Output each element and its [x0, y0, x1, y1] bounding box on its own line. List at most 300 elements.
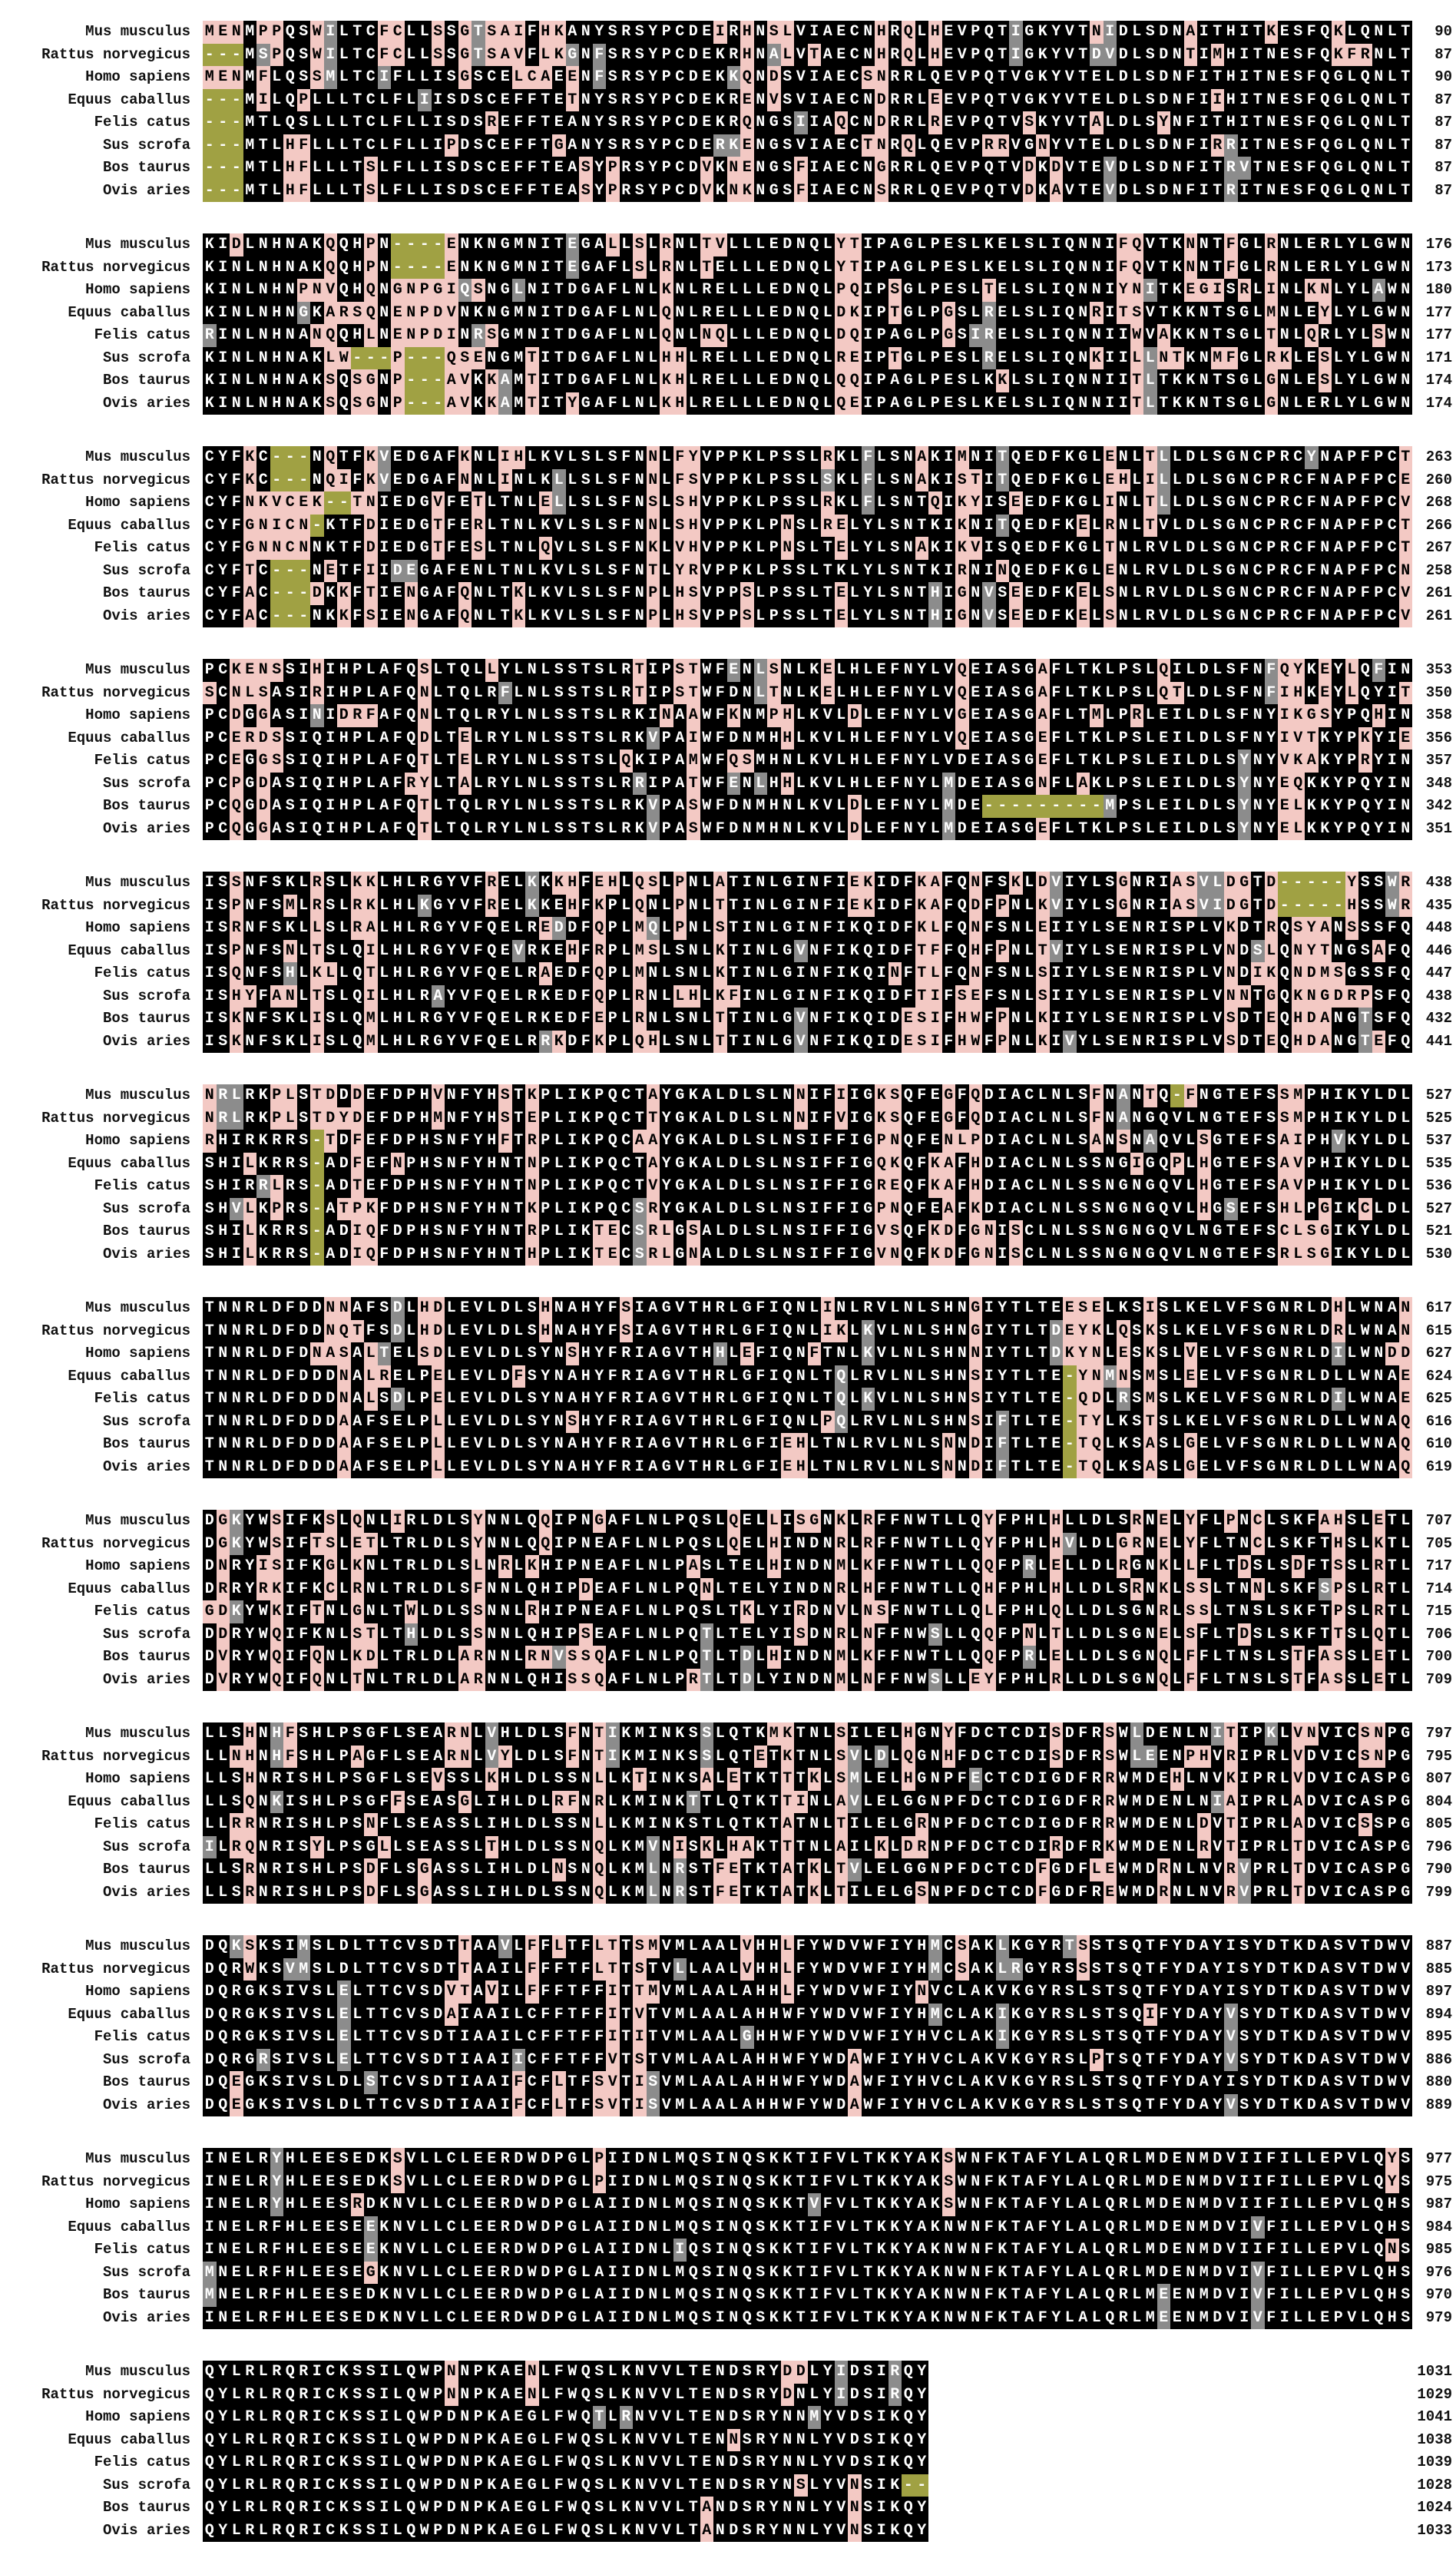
residue-cell: N — [243, 872, 257, 895]
residue-cell: E — [713, 256, 727, 280]
residue-cell: T — [445, 795, 458, 818]
residue-cell: P — [660, 21, 673, 44]
residue-cell: L — [270, 134, 284, 157]
residue-cell: L — [566, 537, 580, 560]
residue-cell: L — [660, 917, 673, 940]
residue-cell: Q — [955, 917, 969, 940]
residue-cell: L — [767, 1153, 781, 1176]
residue-cell: D — [727, 1084, 741, 1107]
residue-cell: I — [1170, 727, 1184, 750]
residue-cell: L — [767, 985, 781, 1008]
residue-cell: T — [700, 256, 714, 280]
residue-cell: F — [378, 1084, 392, 1107]
residue-cell: D — [458, 157, 472, 180]
residue-cell: I — [1385, 818, 1399, 841]
residue-cell: G — [781, 1031, 795, 1054]
residue-cell: A — [996, 659, 1010, 682]
residue-cell: Y — [1265, 727, 1279, 750]
residue-cell: I — [982, 1297, 996, 1320]
residue-cell: E — [835, 21, 849, 44]
residue-cell: L — [713, 1130, 727, 1153]
residue-cell: S — [324, 369, 338, 392]
residue-cell: S — [996, 985, 1010, 1008]
residue-cell: F — [391, 180, 405, 203]
residue-cell: S — [566, 773, 580, 796]
residue-cell: Y — [498, 727, 512, 750]
residue-cell: S — [1130, 302, 1144, 325]
residue-cell: S — [1009, 727, 1023, 750]
residue-cell: S — [606, 89, 620, 112]
residue-cell: E — [821, 659, 835, 682]
residue-cell: F — [472, 985, 485, 1008]
residue-cell: S — [297, 44, 311, 67]
residue-cell: T — [1009, 1365, 1023, 1388]
residue-cell: S — [996, 582, 1010, 605]
residue-cell: L — [297, 917, 311, 940]
residue-cell: S — [1345, 917, 1359, 940]
residue-count: 174 — [1425, 394, 1452, 412]
residue-cell: Q — [955, 727, 969, 750]
residue-cell: K — [1184, 392, 1198, 415]
residue-cell: G — [862, 1107, 875, 1130]
residue-cell: N — [283, 392, 297, 415]
residue-cell: K — [310, 256, 324, 280]
residue-cell: S — [781, 582, 795, 605]
residue-cell: I — [835, 962, 849, 985]
residue-cell: - — [203, 134, 217, 157]
residue-cell: R — [283, 1243, 297, 1266]
residue-cell: D — [727, 1153, 741, 1176]
residue-cell: A — [673, 773, 687, 796]
residue-cell: F — [606, 1297, 620, 1320]
residue-cell: Y — [660, 1107, 673, 1130]
residue-cell: N — [525, 773, 539, 796]
residue-cell: L — [1184, 704, 1198, 727]
residue-cell: H — [485, 1198, 499, 1221]
residue-cell: N — [1278, 1388, 1292, 1411]
residue-cell: I — [1063, 872, 1077, 895]
residue-cell: S — [324, 392, 338, 415]
residue-cell: E — [324, 560, 338, 583]
residue-cell: N — [512, 469, 526, 492]
residue-cell: N — [485, 256, 499, 280]
residue-cell: F — [713, 795, 727, 818]
residue-cell: L — [821, 279, 835, 302]
residue-cell: D — [391, 1130, 405, 1153]
residue-cell: L — [1211, 872, 1225, 895]
residue-cell: L — [862, 773, 875, 796]
residue-cell: L — [1184, 727, 1198, 750]
residue-cell: E — [1009, 491, 1023, 515]
residue-cell: N — [1050, 1084, 1064, 1107]
residue-cell: D — [687, 89, 700, 112]
residue-cell: Y — [445, 895, 458, 918]
residue-cell: S — [754, 1153, 768, 1176]
residue-cell: C — [256, 446, 270, 469]
residue-cell: S — [647, 491, 660, 515]
residue-cell: I — [740, 895, 754, 918]
residue-cell: E — [1305, 302, 1319, 325]
residue-cell: G — [1077, 469, 1090, 492]
residue-cell: Q — [606, 1084, 620, 1107]
residue-cell: Q — [283, 44, 297, 67]
residue-cell: T — [1211, 324, 1225, 347]
residue-cell: F — [821, 1243, 835, 1266]
residue-cell: S — [1372, 917, 1386, 940]
residue-cell: A — [445, 392, 458, 415]
residue-count: 266 — [1425, 516, 1452, 534]
residue-cell: S — [888, 582, 902, 605]
residue-cell: A — [647, 1153, 660, 1176]
residue-cell: S — [1358, 940, 1372, 963]
residue-cell: T — [512, 1220, 526, 1243]
residue-cell: F — [1050, 659, 1064, 682]
residue-cell: C — [217, 682, 230, 705]
residue-cell: N — [781, 1175, 795, 1198]
residue-cell: N — [1036, 773, 1050, 796]
residue-cell: N — [794, 369, 808, 392]
residue-cell: P — [996, 895, 1010, 918]
residue-cell: I — [324, 818, 338, 841]
residue-cell: P — [969, 44, 983, 67]
sequence-row — [203, 582, 1412, 605]
residue-cell: T — [1399, 89, 1413, 112]
sequence-row — [203, 659, 1412, 682]
residue-cell: C — [485, 180, 499, 203]
residue-cell: - — [283, 605, 297, 628]
residue-cell: G — [969, 1297, 983, 1320]
residue-cell: T — [1251, 66, 1265, 89]
residue-cell: S — [606, 605, 620, 628]
residue-cell: L — [620, 985, 634, 1008]
residue-cell: A — [566, 180, 580, 203]
residue-cell: H — [1292, 1008, 1305, 1031]
residue-cell: S — [1009, 682, 1023, 705]
residue-cell: M — [364, 1008, 378, 1031]
residue-cell: L — [337, 895, 351, 918]
residue-cell: G — [781, 940, 795, 963]
residue-cell: G — [1117, 895, 1130, 918]
residue-cell: T — [633, 659, 647, 682]
residue-cell: I — [1211, 895, 1225, 918]
residue-cell: L — [700, 1008, 714, 1031]
residue-cell: I — [875, 962, 888, 985]
residue-cell: S — [1292, 180, 1305, 203]
residue-cell: T — [848, 256, 862, 280]
residue-cell: K — [928, 1153, 942, 1176]
residue-cell: K — [1345, 1107, 1359, 1130]
residue-cell: F — [821, 1130, 835, 1153]
residue-cell: I — [1332, 1198, 1345, 1221]
residue-cell: H — [391, 872, 405, 895]
residue-cell: L — [928, 795, 942, 818]
residue-cell: I — [875, 940, 888, 963]
residue-cell: R — [310, 895, 324, 918]
residue-cell: K — [1090, 1320, 1104, 1343]
residue-count: 527 — [1425, 1087, 1452, 1104]
residue-cell: L — [445, 1365, 458, 1388]
residue-cell: L — [405, 111, 419, 134]
residue-cell: V — [1224, 1297, 1238, 1320]
residue-cell: D — [1238, 940, 1252, 963]
residue-cell: S — [1224, 1008, 1238, 1031]
residue-cell: A — [270, 773, 284, 796]
residue-cell: K — [1292, 750, 1305, 773]
residue-cell: N — [1278, 233, 1292, 256]
residue-cell: L — [915, 89, 929, 112]
residue-cell: S — [1358, 872, 1372, 895]
residue-cell: N — [687, 917, 700, 940]
residue-cell: A — [593, 347, 607, 370]
residue-cell: L — [432, 727, 445, 750]
residue-cell: L — [620, 347, 634, 370]
residue-cell: - — [270, 469, 284, 492]
residue-cell: F — [1238, 1388, 1252, 1411]
residue-cell: N — [230, 324, 243, 347]
residue-cell: Y — [1345, 324, 1359, 347]
residue-cell: N — [633, 279, 647, 302]
residue-cell: V — [1063, 44, 1077, 67]
residue-cell: N — [902, 1342, 915, 1365]
residue-count: 263 — [1425, 448, 1452, 465]
residue-cell: S — [378, 1388, 392, 1411]
residue-cell: K — [713, 940, 727, 963]
residue-cell: R — [862, 1297, 875, 1320]
residue-cell: N — [283, 347, 297, 370]
residue-cell: G — [1023, 818, 1037, 841]
residue-cell: G — [1211, 1198, 1225, 1221]
residue-cell: Q — [808, 392, 822, 415]
residue-cell: I — [1238, 44, 1252, 67]
residue-cell: Q — [1305, 324, 1319, 347]
residue-cell: H — [418, 1084, 432, 1107]
residue-cell: Q — [982, 89, 996, 112]
residue-cell: P — [969, 157, 983, 180]
residue-cell: E — [835, 134, 849, 157]
residue-cell: N — [405, 324, 419, 347]
residue-cell: G — [1224, 537, 1238, 560]
residue-cell: F — [256, 66, 270, 89]
residue-cell: H — [767, 727, 781, 750]
residue-cell: E — [835, 180, 849, 203]
residue-cell: I — [1332, 1220, 1345, 1243]
residue-cell: K — [1278, 347, 1292, 370]
residue-cell: I — [1063, 1008, 1077, 1031]
residue-cell: E — [432, 1388, 445, 1411]
residue-cell: T — [1399, 180, 1413, 203]
residue-cell: F — [1238, 1365, 1252, 1388]
residue-cell: N — [902, 659, 915, 682]
residue-cell: I — [996, 1220, 1010, 1243]
residue-cell: - — [270, 582, 284, 605]
residue-cell: K — [230, 1031, 243, 1054]
residue-cell: Q — [324, 469, 338, 492]
residue-cell: V — [1170, 1243, 1184, 1266]
residue-cell: S — [915, 1031, 929, 1054]
residue-cell: A — [633, 1130, 647, 1153]
residue-cell: L — [1372, 1153, 1386, 1176]
residue-cell: M — [942, 818, 956, 841]
residue-cell: Y — [445, 1031, 458, 1054]
residue-cell: L — [445, 1297, 458, 1320]
residue-cell: H — [1224, 66, 1238, 89]
residue-cell: K — [633, 750, 647, 773]
residue-cell: F — [378, 1107, 392, 1130]
residue-cell: S — [1130, 1320, 1144, 1343]
residue-cell: R — [620, 818, 634, 841]
residue-cell: F — [1358, 515, 1372, 538]
residue-cell: L — [1211, 1297, 1225, 1320]
residue-cell: C — [1385, 446, 1399, 469]
residue-cell: I — [1063, 962, 1077, 985]
residue-cell: Y — [647, 157, 660, 180]
residue-cell: T — [203, 1297, 217, 1320]
residue-cell: S — [1090, 1153, 1104, 1176]
residue-cell: - — [391, 233, 405, 256]
residue-cell: H — [539, 1320, 553, 1343]
residue-cell: N — [1117, 560, 1130, 583]
residue-cell: F — [525, 180, 539, 203]
residue-cell: A — [915, 446, 929, 469]
residue-cell: P — [1265, 537, 1279, 560]
residue-cell: Q — [1117, 1320, 1130, 1343]
residue-cell: G — [781, 872, 795, 895]
residue-cell: I — [996, 1084, 1010, 1107]
residue-cell: P — [256, 21, 270, 44]
residue-cell: N — [1399, 302, 1413, 325]
residue-cell: P — [1170, 1153, 1184, 1176]
residue-cell: G — [1372, 369, 1386, 392]
residue-cell: G — [1117, 1220, 1130, 1243]
residue-cell: T — [1157, 369, 1171, 392]
residue-cell: Q — [324, 233, 338, 256]
residue-cell: V — [1197, 895, 1211, 918]
residue-cell: R — [485, 704, 499, 727]
residue-cell: M — [364, 1031, 378, 1054]
residue-cell: S — [270, 962, 284, 985]
residue-cell: N — [1130, 917, 1144, 940]
residue-cell: Q — [1358, 773, 1372, 796]
residue-cell: D — [566, 985, 580, 1008]
residue-cell: S — [633, 134, 647, 157]
residue-cell: G — [1332, 180, 1345, 203]
residue-cell: K — [1170, 256, 1184, 280]
residue-cell: L — [1292, 369, 1305, 392]
residue-cell: S — [324, 917, 338, 940]
residue-cell: R — [888, 134, 902, 157]
residue-cell: L — [512, 1388, 526, 1411]
residue-cell: E — [969, 659, 983, 682]
residue-cell: Q — [405, 659, 419, 682]
residue-cell: T — [539, 157, 553, 180]
residue-cell: H — [781, 704, 795, 727]
residue-cell: E — [969, 704, 983, 727]
residue-cell: L — [1036, 1130, 1050, 1153]
residue-cell: I — [297, 682, 311, 705]
residue-cell: V — [821, 727, 835, 750]
residue-cell: N — [754, 985, 768, 1008]
residue-cell: K — [539, 895, 553, 918]
residue-cell: Y — [915, 773, 929, 796]
residue-cell: L — [660, 940, 673, 963]
residue-cell: H — [1372, 704, 1386, 727]
residue-cell: F — [713, 750, 727, 773]
residue-cell: H — [1197, 1153, 1211, 1176]
residue-cell: V — [875, 1243, 888, 1266]
residue-cell: P — [593, 1107, 607, 1130]
residue-cell: S — [378, 1320, 392, 1343]
residue-cell: D — [256, 773, 270, 796]
residue-cell: G — [1345, 1031, 1359, 1054]
residue-cell: S — [593, 750, 607, 773]
residue-cell: E — [700, 89, 714, 112]
residue-cell: G — [1077, 446, 1090, 469]
residue-cell: - — [982, 795, 996, 818]
residue-cell: P — [1265, 469, 1279, 492]
residue-cell: S — [781, 111, 795, 134]
sequence-row — [203, 1008, 1412, 1031]
residue-cell: G — [1265, 985, 1279, 1008]
residue-cell: A — [647, 1342, 660, 1365]
alignment-block-7 — [0, 1297, 1456, 1478]
residue-cell: N — [256, 233, 270, 256]
residue-cell: L — [1292, 795, 1305, 818]
residue-cell: V — [1157, 515, 1171, 538]
residue-cell: L — [310, 134, 324, 157]
residue-cell: K — [472, 233, 485, 256]
residue-cell: I — [942, 446, 956, 469]
residue-cell: E — [835, 582, 849, 605]
residue-cell: D — [888, 985, 902, 1008]
residue-cell: N — [1224, 962, 1238, 985]
residue-cell: L — [835, 727, 849, 750]
residue-cell: K — [740, 560, 754, 583]
residue-cell: F — [821, 1031, 835, 1054]
residue-cell: K — [1036, 89, 1050, 112]
sequence-row — [203, 1388, 1412, 1411]
residue-cell: I — [996, 1243, 1010, 1266]
species-label: Equus caballus — [68, 303, 190, 321]
residue-cell: F — [458, 1220, 472, 1243]
residue-cell: S — [525, 1342, 539, 1365]
residue-cell: F — [351, 537, 365, 560]
residue-cell: R — [1332, 1320, 1345, 1343]
residue-cell: S — [351, 302, 365, 325]
residue-cell: Q — [848, 369, 862, 392]
residue-cell: K — [1184, 1388, 1198, 1411]
residue-cell: L — [418, 21, 432, 44]
residue-cell: T — [337, 560, 351, 583]
residue-cell: F — [673, 446, 687, 469]
residue-cell: F — [472, 917, 485, 940]
residue-cell: H — [848, 750, 862, 773]
residue-cell: I — [982, 1388, 996, 1411]
residue-cell: H — [767, 818, 781, 841]
residue-cell: Y — [647, 21, 660, 44]
residue-cell: V — [1009, 180, 1023, 203]
residue-cell: F — [445, 446, 458, 469]
residue-cell: H — [781, 773, 795, 796]
residue-cell: S — [297, 66, 311, 89]
residue-cell: L — [243, 1153, 257, 1176]
residue-cell: E — [391, 302, 405, 325]
residue-cell: L — [808, 469, 822, 492]
residue-cell: Y — [217, 605, 230, 628]
residue-cell: D — [230, 704, 243, 727]
residue-cell: F — [606, 256, 620, 280]
residue-cell: K — [525, 1084, 539, 1107]
residue-cell: I — [1050, 1031, 1064, 1054]
